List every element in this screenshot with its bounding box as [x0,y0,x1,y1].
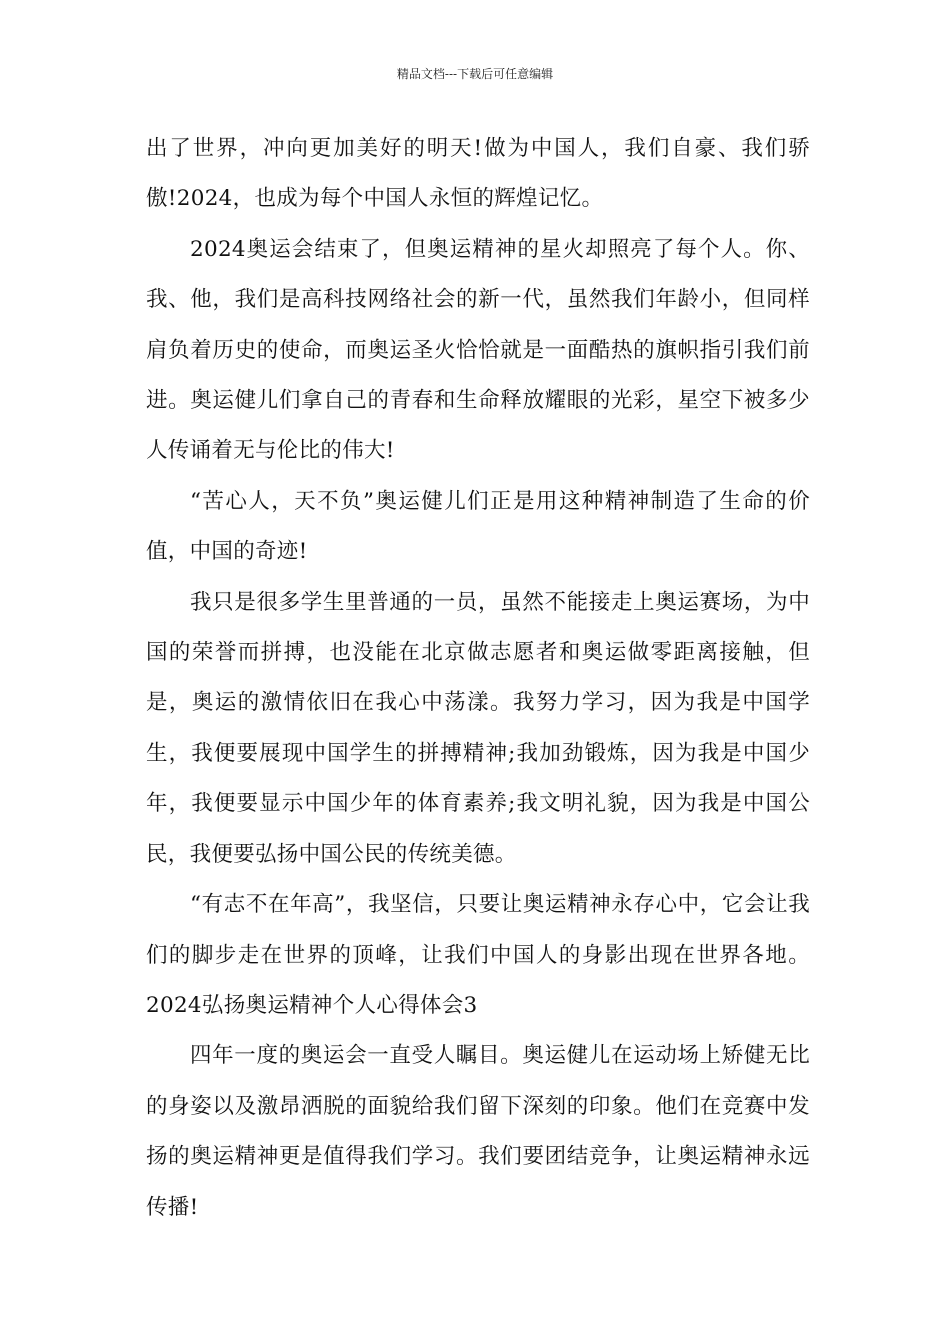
page-header: 精品文档---下载后可任意编辑 [396,67,554,81]
document-body [146,124,810,1233]
paragraph-6: 四年一度的奥运会一直受人瞩目。奥运健儿在运动场上矫健无比的身姿以及激昂洒脱的面貌给我们留下深刻的印象。他们在竞赛中发扬的奥运精神更是值得我们学习。我们要团结竞争，让奥运精神永远传播! [146,1043,810,1220]
paragraph-5: “有志不在年高”，我坚信，只要让奥运精神永存心中，它会让我们的脚步走在世界的顶峰，让我们中国人的身影出现在世界各地。2024弘扬奥运精神个人心得体会3 [146,892,810,1018]
paragraph-4: 我只是很多学生里普通的一员，虽然不能接走上奥运赛场，为中国的荣誉而拼搏，也没能在北京做志愿者和奥运做零距离接触，但是，奥运的激情依旧在我心中荡漾。我努力学习，因为我是中国学生，我便要展现中国学生的拼搏精神;我加劲锻炼，因为我是中国少年，我便要显示中国少年的体育素养;我文明礼貌，因为我是中国公民，我便要弘扬中国公民的传统美德。 [146,589,810,867]
paragraph-2: 2024奥运会结束了，但奥运精神的星火却照亮了每个人。你、我、他，我们是高科技网络社会的新一代，虽然我们年龄小，但同样肩负着历史的使命，而奥运圣火恰恰就是一面酷热的旗帜指引我们前进。奥运健儿们拿自己的青春和生命释放耀眼的光彩，星空下被多少人传诵着无与伦比的伟大! [146,236,810,464]
paragraph-1: 出了世界，冲向更加美好的明天!做为中国人，我们自豪、我们骄傲!2024，也成为每个中国人永恒的辉煌记忆。 [146,136,810,212]
paragraph-3: “苦心人，天不负”奥运健儿们正是用这种精神制造了生命的价值，中国的奇迹! [146,488,810,565]
